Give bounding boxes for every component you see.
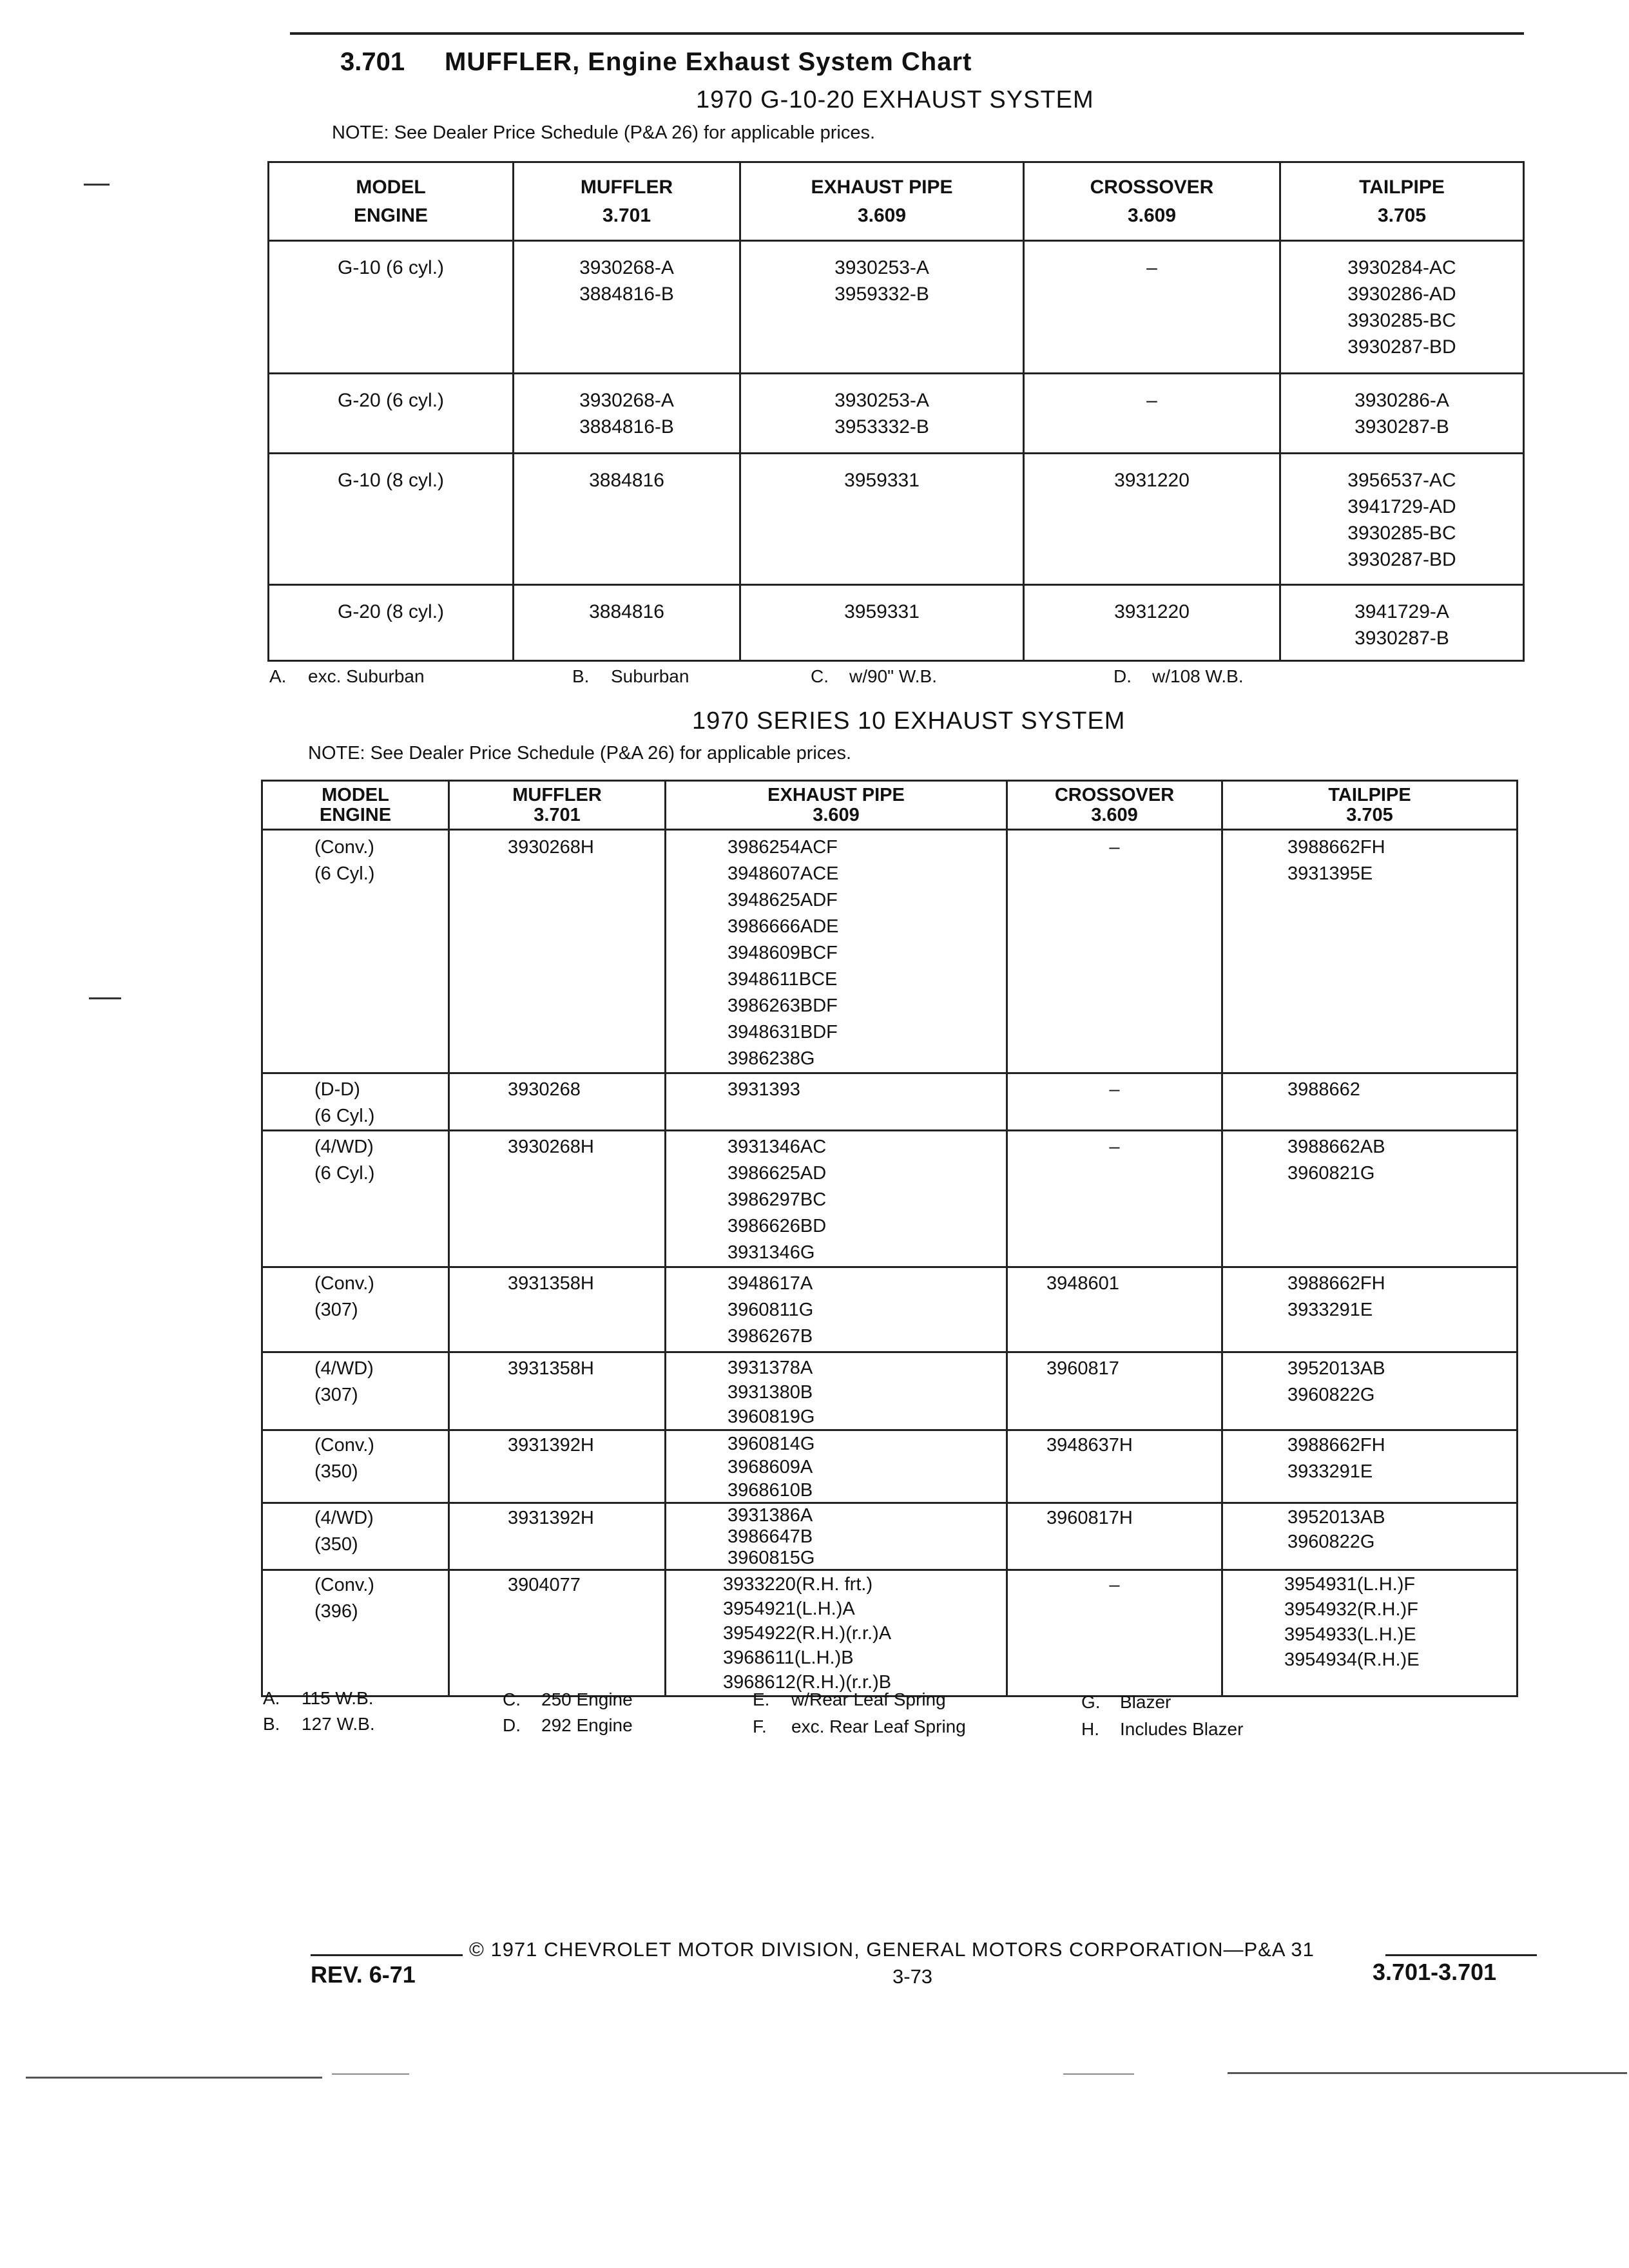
tailpipe-cell: 3941729-A 3930287-B <box>1354 601 1449 649</box>
crossover-cell: – <box>1109 837 1120 858</box>
crossover-cell: 3948601 <box>1046 1273 1119 1294</box>
footnote: B. 127 W.B. <box>263 1714 375 1734</box>
footnote: D. w/108 W.B. <box>1113 666 1244 686</box>
page-number: 3-73 <box>892 1965 933 1988</box>
muffler-cell: 3931392H <box>508 1508 594 1528</box>
table1-title: 1970 G-10-20 EXHAUST SYSTEM <box>696 86 1094 113</box>
exhaust-cell: 3931346AC 3986625AD 3986297BC 3986626BD 3931346G <box>728 1137 827 1263</box>
table-row <box>262 1570 1518 1696</box>
muffler-cell: 3884816 <box>589 470 664 491</box>
exhaust-cell: 3931393 <box>728 1079 800 1100</box>
footnote: B. Suburban <box>572 666 689 686</box>
col-header-exhaust: EXHAUST PIPE 3.609 <box>666 781 1007 830</box>
table-row <box>262 830 1518 1073</box>
table-row <box>262 1352 1518 1430</box>
table2-note: NOTE: See Dealer Price Schedule (P&A 26) for applicable prices. <box>308 743 852 764</box>
footnote: E. w/Rear Leaf Spring <box>753 1689 946 1709</box>
exhaust-cell: 3960814G 3968609A 3968610B <box>728 1434 815 1501</box>
table-row <box>269 374 1524 454</box>
footer-rule-left <box>311 1954 463 1956</box>
tailpipe-cell: 3930284-AC 3930286-AD 3930285-BC 3930287-BD <box>1347 257 1456 358</box>
model-cell: G-20 (6 cyl.) <box>337 390 445 411</box>
crossover-cell: – <box>1109 1137 1120 1157</box>
col-header-muffler: MUFFLER 3.701 <box>514 162 740 241</box>
margin-mark <box>84 184 110 186</box>
muffler-cell: 3904077 <box>508 1575 581 1595</box>
crossover-cell: 3931220 <box>1114 601 1190 622</box>
exhaust-cell: 3931386A 3986647B 3960815G <box>728 1505 815 1568</box>
exhaust-cell: 3931378A 3931380B 3960819G <box>728 1358 815 1427</box>
model-cell: (Conv.) (6 Cyl.) <box>314 837 375 884</box>
col-header-model: MODEL ENGINE <box>262 781 449 830</box>
tailpipe-cell: 3988662FH 3933291E <box>1287 1435 1385 1482</box>
col-header-tailpipe: TAILPIPE 3.705 <box>1280 162 1524 241</box>
crossover-cell: 3960817H <box>1046 1508 1133 1528</box>
model-cell: (Conv.) (307) <box>314 1273 374 1320</box>
model-cell: (4/WD) (6 Cyl.) <box>314 1137 375 1184</box>
table-row <box>262 1073 1518 1131</box>
table-row <box>269 585 1524 661</box>
model-cell: G-10 (8 cyl.) <box>337 470 445 491</box>
crossover-cell: – <box>1146 257 1157 278</box>
page-title: MUFFLER, Engine Exhaust System Chart <box>445 48 972 76</box>
muffler-cell: 3930268 <box>508 1079 581 1100</box>
table-row <box>262 1267 1518 1352</box>
revision-label: REV. 6-71 <box>311 1961 416 1988</box>
col-header-tailpipe: TAILPIPE 3.705 <box>1222 781 1518 830</box>
footnote: C. 250 Engine <box>503 1689 633 1709</box>
crossover-cell: – <box>1146 390 1157 411</box>
tailpipe-cell: 3930286-A 3930287-B <box>1354 390 1449 437</box>
table2 <box>261 780 1518 1697</box>
table1 <box>267 161 1525 662</box>
table-row <box>269 241 1524 374</box>
table-row <box>262 1131 1518 1267</box>
footnote: C. w/90" W.B. <box>811 666 937 686</box>
table-row <box>262 1430 1518 1503</box>
section-number: 3.701 <box>340 48 405 76</box>
exhaust-cell: 3948617A 3960811G 3986267B <box>728 1273 814 1347</box>
bottom-scan-line <box>26 2077 322 2079</box>
exhaust-cell: 3933220(R.H. frt.) 3954921(L.H.)A 3954922(R.H.)(r.r.)A 3968611(L.H.)B 3968612(R.H.)(r.r.)B <box>723 1574 892 1693</box>
exhaust-cell: 3986254ACF 3948607ACE 3948625ADF 3986666ADE 3948609BCF 3948611BCE 3986263BDF 3948631BDF 3986238G <box>728 837 839 1069</box>
muffler-cell: 3931392H <box>508 1435 594 1456</box>
model-cell: (4/WD) (350) <box>314 1508 374 1555</box>
muffler-cell: 3884816 <box>589 601 664 622</box>
crossover-cell: 3948637H <box>1046 1435 1133 1456</box>
table1-header-row <box>269 162 1524 241</box>
table2-title: 1970 SERIES 10 EXHAUST SYSTEM <box>692 707 1126 735</box>
footnote: D. 292 Engine <box>503 1715 633 1735</box>
top-rule <box>290 32 1524 35</box>
footnote: H. Includes Blazer <box>1081 1719 1244 1739</box>
tailpipe-cell: 3988662FH 3933291E <box>1287 1273 1385 1320</box>
crossover-cell: – <box>1109 1575 1120 1595</box>
tailpipe-cell: 3988662AB 3960821G <box>1287 1137 1385 1184</box>
col-header-crossover: CROSSOVER 3.609 <box>1024 162 1280 241</box>
section-range: 3.701-3.701 <box>1373 1959 1497 1985</box>
bottom-scan-line <box>332 2073 409 2075</box>
footnote: F. exc. Rear Leaf Spring <box>753 1716 966 1736</box>
col-header-exhaust: EXHAUST PIPE 3.609 <box>740 162 1024 241</box>
muffler-cell: 3930268-A 3884816-B <box>579 257 674 305</box>
exhaust-cell: 3930253-A 3953332-B <box>834 390 929 437</box>
tailpipe-cell: 3956537-AC 3941729-AD 3930285-BC 3930287-BD <box>1347 470 1456 570</box>
model-cell: G-10 (6 cyl.) <box>337 257 445 278</box>
tailpipe-cell: 3954931(L.H.)F 3954932(R.H.)F 3954933(L.H.)E 3954934(R.H.)E <box>1284 1574 1420 1670</box>
footnote: A. 115 W.B. <box>263 1688 374 1708</box>
bottom-scan-line <box>1063 2073 1134 2075</box>
muffler-cell: 3930268H <box>508 837 594 858</box>
table-row <box>269 454 1524 585</box>
table1-note: NOTE: See Dealer Price Schedule (P&A 26) for applicable prices. <box>332 122 876 143</box>
muffler-cell: 3931358H <box>508 1273 594 1294</box>
margin-mark <box>89 997 121 999</box>
col-header-model: MODEL ENGINE <box>269 162 514 241</box>
crossover-cell: – <box>1109 1079 1120 1100</box>
exhaust-cell: 3930253-A 3959332-B <box>834 257 929 305</box>
exhaust-cell: 3959331 <box>844 601 920 622</box>
tailpipe-cell: 3952013AB 3960822G <box>1287 1358 1385 1405</box>
col-header-crossover: CROSSOVER 3.609 <box>1007 781 1222 830</box>
exhaust-cell: 3959331 <box>844 470 920 491</box>
model-cell: (4/WD) (307) <box>314 1358 374 1405</box>
table2-header-row <box>262 781 1518 830</box>
model-cell: G-20 (8 cyl.) <box>337 601 445 622</box>
footnote: G. Blazer <box>1081 1692 1171 1712</box>
col-header-muffler: MUFFLER 3.701 <box>449 781 666 830</box>
table-row <box>262 1503 1518 1570</box>
footer-rule-right <box>1385 1954 1537 1956</box>
model-cell: (Conv.) (350) <box>314 1435 374 1482</box>
crossover-cell: 3960817 <box>1046 1358 1119 1379</box>
tailpipe-cell: 3988662 <box>1287 1079 1360 1100</box>
bottom-scan-line <box>1228 2072 1627 2074</box>
muffler-cell: 3931358H <box>508 1358 594 1379</box>
tailpipe-cell: 3988662FH 3931395E <box>1287 837 1385 884</box>
tailpipe-cell: 3952013AB 3960822G <box>1287 1507 1385 1552</box>
crossover-cell: 3931220 <box>1114 470 1190 491</box>
copyright-text: © 1971 CHEVROLET MOTOR DIVISION, GENERAL MOTORS CORPORATION—P&A 31 <box>469 1938 1315 1961</box>
muffler-cell: 3930268-A 3884816-B <box>579 390 674 437</box>
model-cell: (Conv.) (396) <box>314 1575 374 1622</box>
muffler-cell: 3930268H <box>508 1137 594 1157</box>
model-cell: (D-D) (6 Cyl.) <box>314 1079 375 1126</box>
footnote: A. exc. Suburban <box>269 666 425 686</box>
